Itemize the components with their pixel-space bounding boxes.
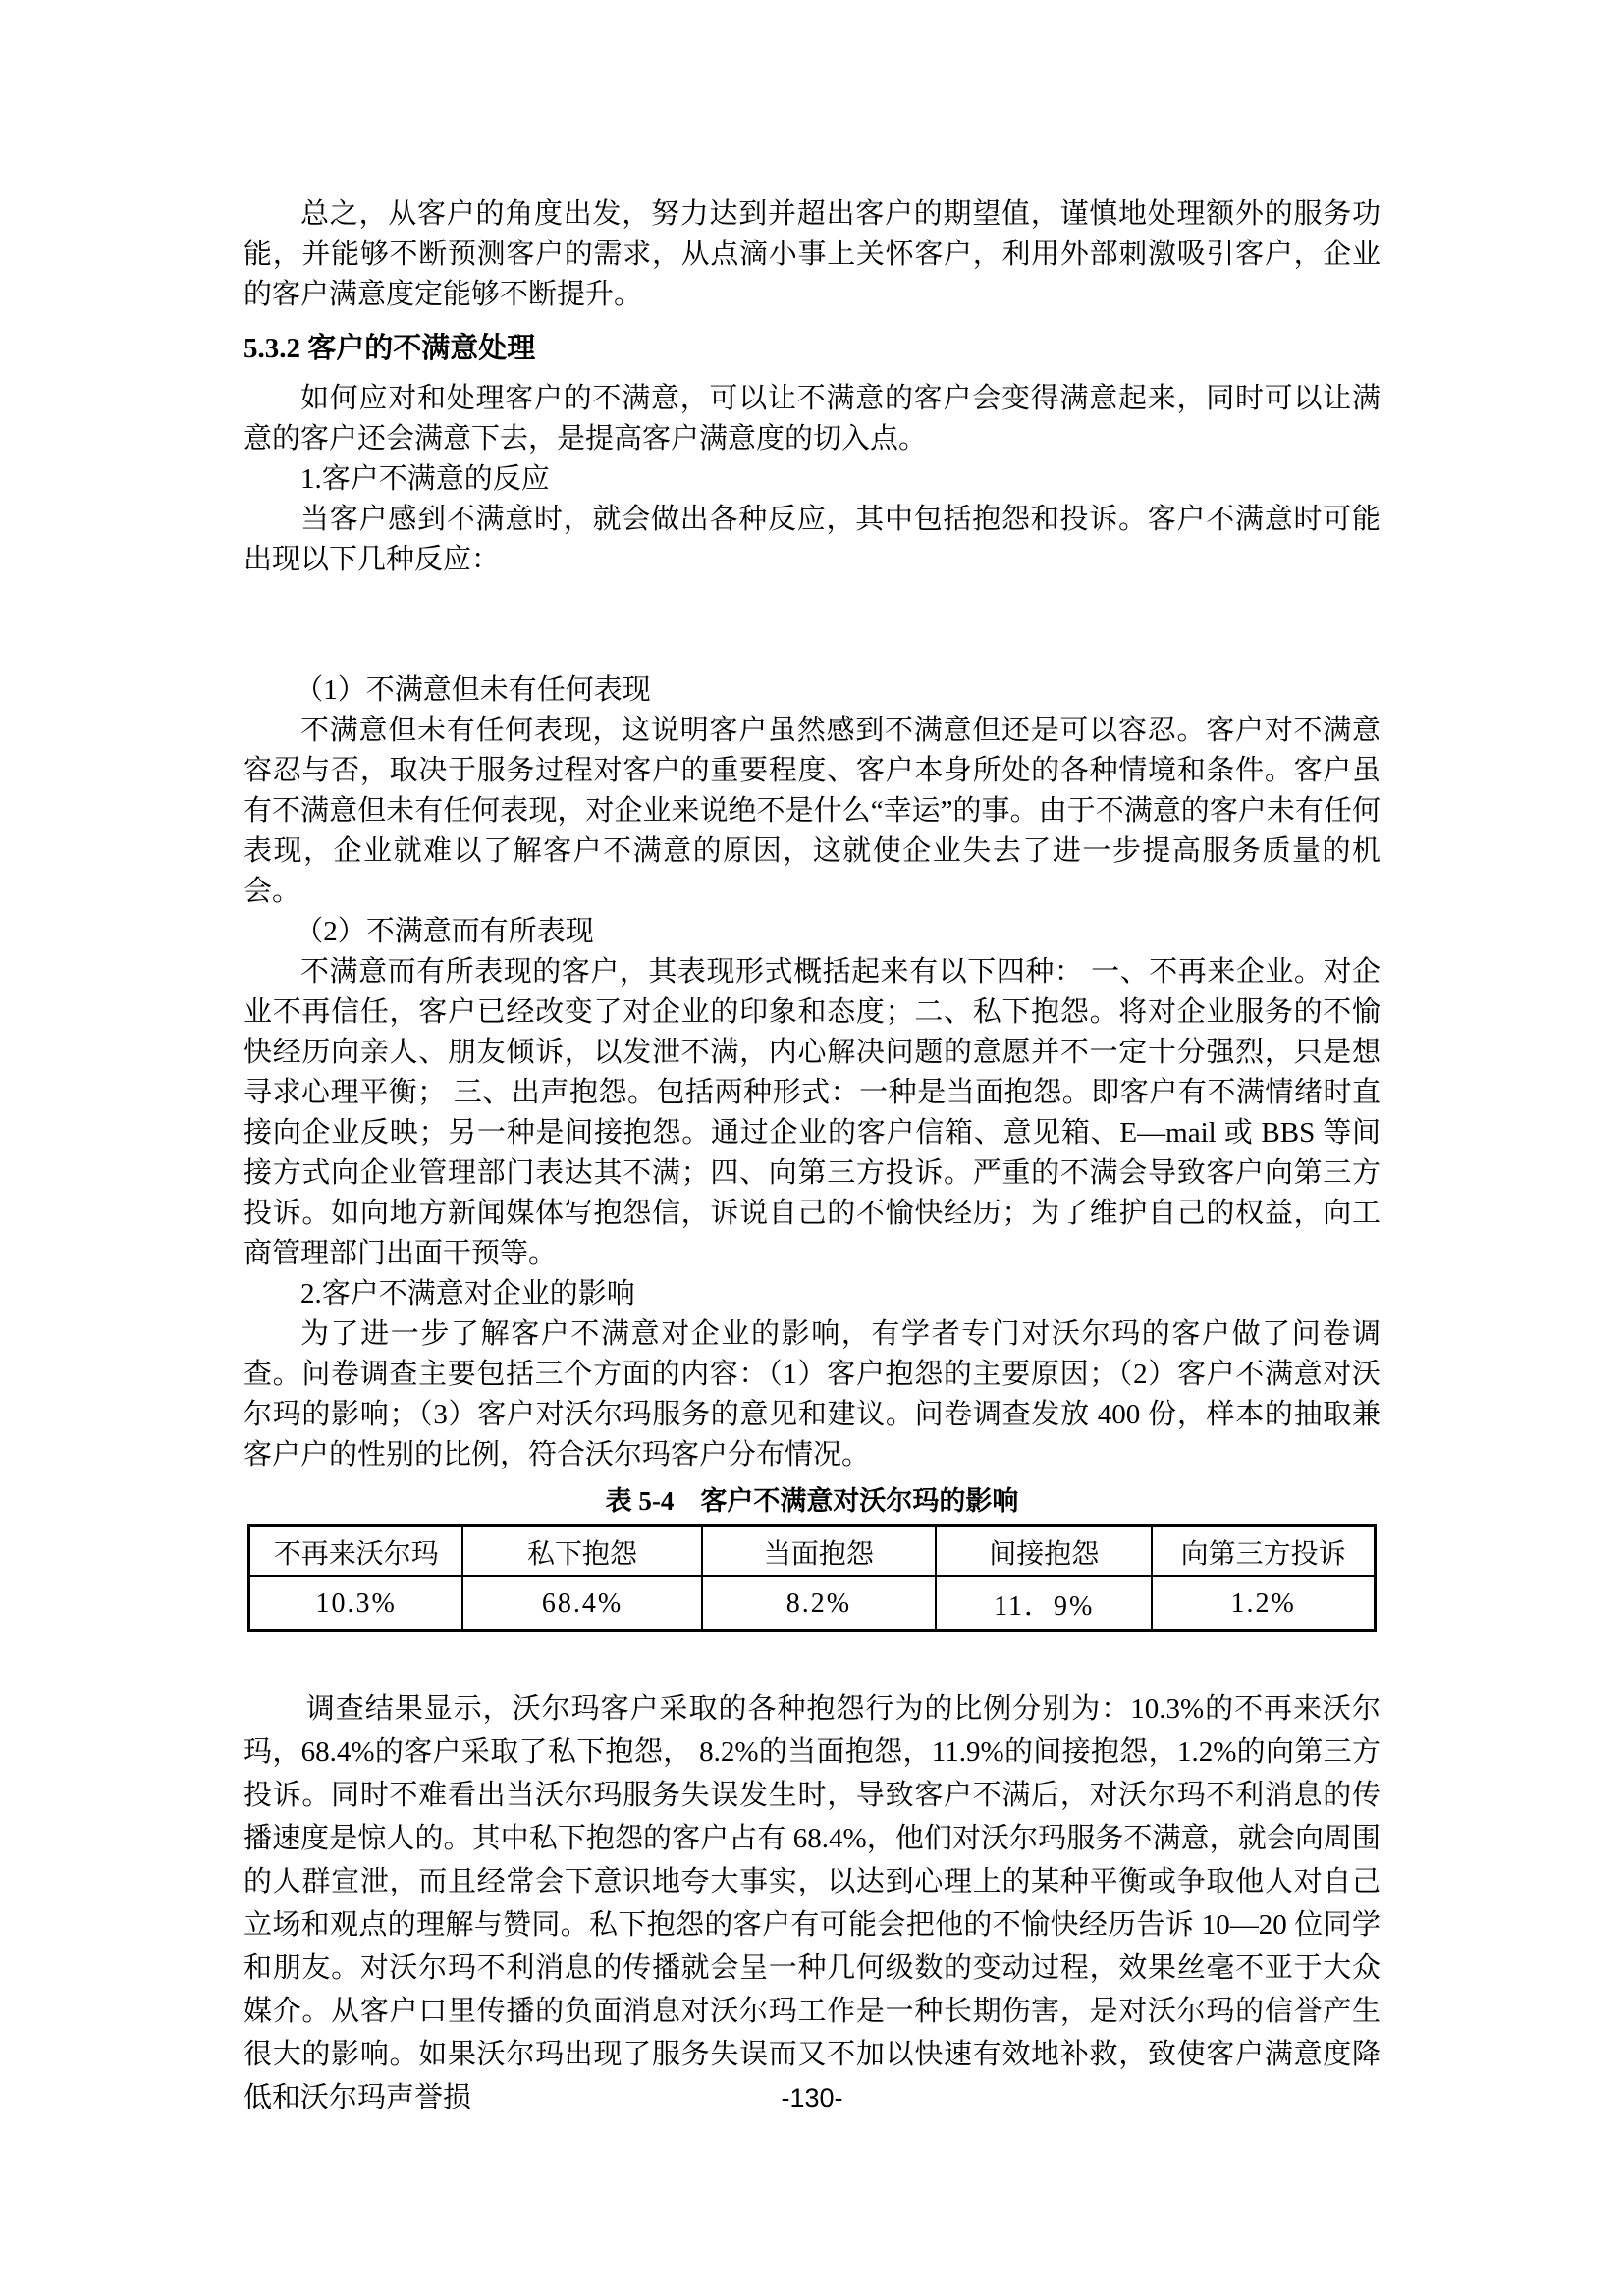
table-value-cell: 10.3% bbox=[249, 1576, 463, 1631]
table-value-row bbox=[249, 1576, 1376, 1631]
page-number: -130- bbox=[781, 2083, 843, 2112]
paragraph-no-expression-detail: 不满意但未有任何表现，这说明客户虽然感到不满意但还是可以容忍。客户对不满意容忍与否，取决于服务过程对客户的重要程度、客户本身所处的各种情境和条件。客户虽有不满意但未有任何表现，对企业来说绝不是什么“幸运”的事。由于不满意的客户未有任何表现，企业就难以了解客户不满意的原因，这就使企业失去了进一步提高服务质量的机会。 bbox=[244, 715, 1380, 907]
subsection-title-2-impact: 2.客户不满意对企业的影响 bbox=[300, 1278, 635, 1309]
table-header-cell: 间接抱怨 bbox=[936, 1526, 1152, 1577]
table-header-cell: 向第三方投诉 bbox=[1152, 1526, 1375, 1577]
paragraph-survey-results: 调查结果显示，沃尔玛客户采取的各种抱怨行为的比例分别为：10.3%的不再来沃尔玛，68.4%的客户采取了私下抱怨， 8.2%的当面抱怨，11.9%的间接抱怨，1.2%的向第三方投诉。同时不难看出当沃尔玛服务失误发生时，导致客户不满后，对沃尔玛不利消息的传播速度是惊人的。其中私下抱怨的客户占有 68.4%，他们对沃尔玛服务不满意，就会向周围的人群宣泄，而且经常会下意识地夸大事实，以达到心理上的某种平衡或争取他人对自己立场和观点的理解与赞同。私下抱怨的客户有可能会把他的不愉快经历告诉 10—20 位同学和朋友。对沃尔玛不利消息的传播就会呈一种几何级数的变动过程，效果丝毫不亚于大众媒介。从客户口里传播的负面消息对沃尔玛工作是一种长期伤害，是对沃尔玛的信誉产生很大的影响。如果沃尔玛出现了服务失误而又不加以快速有效地补救，致使客户满意度降低和沃尔玛声誉损 bbox=[244, 1693, 1380, 2113]
table-value-cell: 11．9% bbox=[936, 1576, 1152, 1631]
paragraph-walmart-survey: 为了进一步了解客户不满意对企业的影响，有学者专门对沃尔玛的客户做了问卷调查。问卷调查主要包括三个方面的内容：（1）客户抱怨的主要原因；（2）客户不满意对沃尔玛的影响；（3）客户对沃尔玛服务的意见和建议。问卷调查发放 400 份，样本的抽取兼客户户的性别的比例，符合沃尔玛客户分布情况。 bbox=[244, 1318, 1380, 1470]
subsection-title-1-reaction: 1.客户不满意的反应 bbox=[300, 463, 550, 495]
table-header-row bbox=[249, 1526, 1376, 1577]
blank-gap bbox=[244, 580, 1380, 670]
table-header-cell: 当面抱怨 bbox=[702, 1526, 937, 1577]
table-header-cell: 不再来沃尔玛 bbox=[249, 1526, 463, 1577]
table-header-cell: 私下抱怨 bbox=[462, 1526, 701, 1577]
table-caption: 表 5-4 客户不满意对沃尔玛的影响 bbox=[605, 1486, 1019, 1516]
page-content bbox=[244, 194, 1380, 2119]
table-value-cell: 68.4% bbox=[462, 1576, 701, 1631]
item-title-2-with-expression: （2）不满意而有所表现 bbox=[295, 916, 594, 947]
paragraph-reactions-lead-in: 当客户感到不满意时，就会做出各种反应，其中包括抱怨和投诉。客户不满意时可能出现以下几种反应： bbox=[244, 504, 1380, 575]
table-value-cell: 8.2% bbox=[702, 1576, 937, 1631]
item-title-1-no-expression: （1）不满意但未有任何表现 bbox=[295, 674, 651, 706]
impact-table bbox=[247, 1524, 1377, 1632]
paragraph-how-to-handle: 如何应对和处理客户的不满意，可以让不满意的客户会变得满意起来，同时可以让满意的客户还会满意下去，是提高客户满意度的切入点。 bbox=[244, 383, 1380, 454]
paragraph-with-expression-detail: 不满意而有所表现的客户，其表现形式概括起来有以下四种： 一、不再来企业。对企业不再信任，客户已经改变了对企业的印象和态度；二、私下抱怨。将对企业服务的不愉快经历向亲人、朋友倾诉，以发泄不满，内心解决问题的意愿并不一定十分强烈，只是想寻求心理平衡； 三、出声抱怨。包括两种形式：一种是当面抱怨。即客户有不满情绪时直接向企业反映；另一种是间接抱怨。通过企业的客户信箱、意见箱、E—mail 或 BBS 等间接方式向企业管理部门表达其不满；四、向第三方投诉。严重的不满会导致客户向第三方投诉。如向地方新闻媒体写抱怨信，诉说自己的不愉快经历；为了维护自己的权益，向工商管理部门出面干预等。 bbox=[244, 956, 1380, 1269]
table-value-cell: 1.2% bbox=[1152, 1576, 1375, 1631]
section-heading-5-3-2: 5.3.2 客户的不满意处理 bbox=[244, 333, 536, 364]
paragraph-conclusion-intro: 总之，从客户的角度出发，努力达到并超出客户的期望值，谨慎地处理额外的服务功能，并能够不断预测客户的需求，从点滴小事上关怀客户，利用外部刺激吸引客户，企业的客户满意度定能够不断提升。 bbox=[244, 198, 1380, 310]
